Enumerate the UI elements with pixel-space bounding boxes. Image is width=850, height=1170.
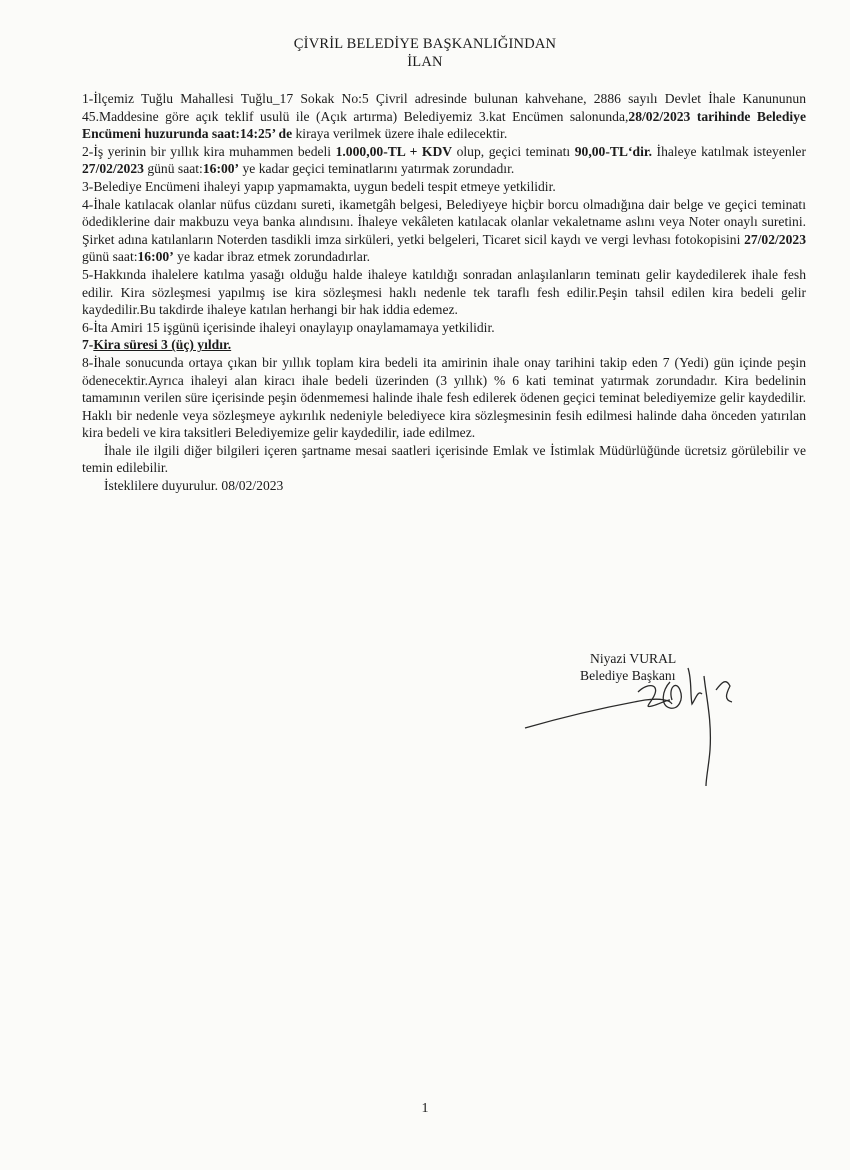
- paragraph-text: ye kadar ibraz etmek zorundadırlar.: [173, 249, 371, 265]
- paragraph-text: İhaleye katılmak isteyenler: [652, 143, 806, 159]
- paragraph-text: kiraya verilmek üzere ihale edilecektir.: [292, 126, 508, 142]
- paragraph-text: Hakkında ihalelere katılma yasağı olduğu halde ihaleye katıldığı sonradan anlaşılanların teminatı gelir kaydedilerek ihale fesh edilir. Kira sözleşmesi yapılmış ise kira sözleşmesi haklı nedenle tek taraflı fesh edilir.Peşin tahsil edilen kira bedeli gelir kaydedilir.Bu takdirde ihaleye katılan herhangi bir hak iddia edemez.: [82, 266, 806, 318]
- paragraph-10: [82, 477, 806, 495]
- paragraph-number: 2-: [82, 143, 94, 159]
- paragraph-number: 4-: [82, 196, 94, 212]
- paragraph-number: 5-: [82, 266, 94, 282]
- paragraph-text: ye kadar geçici teminatlarını yatırmak zorundadır.: [239, 161, 515, 177]
- bold-text: 27/02/2023: [744, 231, 806, 247]
- signer-title: Belediye Başkanı: [580, 668, 676, 683]
- page-number: 1: [421, 1101, 429, 1116]
- paragraph-number: 7-: [82, 337, 94, 353]
- paragraph-text: İş yerinin bir yıllık kira muhammen bedeli: [93, 143, 336, 159]
- bold-text: 90,00-TL‘dir.: [574, 143, 653, 159]
- paragraph-text: günü saat:: [143, 161, 203, 177]
- paragraph-3: [82, 178, 806, 196]
- paragraph-text: İhale ile ilgili diğer bilgileri içeren şartname mesai saatleri içerisinde Emlak ve İstimlak Müdürlüğünde ücretsiz görülebilir ve temin edilebilir.: [82, 442, 806, 476]
- handwritten-signature-icon: [520, 660, 750, 790]
- paragraph-number: 8-: [82, 354, 94, 370]
- bold-text: 16:00’: [202, 161, 240, 177]
- paragraph-2: [82, 143, 806, 178]
- paragraph-text: Belediye Encümeni ihaleyi yapıp yapmamakta, uygun bedeli tespit etmeye yetkilidir.: [93, 178, 556, 194]
- paragraph-9: [82, 442, 806, 477]
- bold-text: 28/02/2023 tarihinde Belediye Encümeni huzurunda saat:14:25’ de: [82, 108, 806, 142]
- bold-text: 1.000,00-TL + KDV: [335, 143, 453, 159]
- signer-name: Niyazi VURAL: [590, 651, 677, 666]
- paragraph-text: olup, geçici teminatı: [452, 143, 575, 159]
- bold-text: 16:00’: [137, 249, 174, 265]
- paragraph-6: [82, 319, 806, 337]
- paragraph-4: [82, 196, 806, 266]
- paragraph-1: [82, 90, 806, 143]
- paragraph-8: [82, 354, 806, 442]
- bold-text: 27/02/2023: [82, 161, 144, 177]
- paragraph-text: günü saat:: [82, 249, 138, 265]
- announcement-date: İsteklilere duyurulur. 08/02/2023: [104, 478, 284, 494]
- paragraph-number: 6-: [82, 319, 94, 335]
- document-title: ÇİVRİL BELEDİYE BAŞKANLIĞINDAN: [293, 36, 557, 52]
- paragraph-7: [82, 336, 806, 354]
- document-body: [82, 90, 806, 495]
- paragraph-text: Kira süresi 3 (üç) yıldır.: [93, 337, 232, 353]
- paragraph-text: İta Amiri 15 işgünü içerisinde ihaleyi onaylayıp onaylamamaya yetkilidir.: [93, 319, 495, 335]
- paragraph-text: İhale katılacak olanlar nüfus cüzdanı sureti, ikametgâh belgesi, Belediyeye hiçbir borcu olmadığına dair belge ve geçici teminatı ödediklerine dair makbuzu veya banka alındısını. İhaleye vekâleten katılacak olanlar vekaletname aslını veya Noter onaylı suretini. Şirket adına katılanların Noterden tasdikli imza sirküleri, yetki belgeleri, Ticaret sicil kaydı ve vergi levhası fotokopisini: [82, 196, 806, 247]
- paragraph-text: İlçemiz Tuğlu Mahallesi Tuğlu_17 Sokak No:5 Çivril adresinde bulunan kahvehane, 2886 sayılı Devlet İhale Kanununun 45.Maddesine göre açık teklif usulü ile (Açık artırma) Belediyemiz 3.kat Encümen salonunda,: [82, 91, 806, 124]
- paragraph-number: 3-: [82, 178, 94, 194]
- document-subtitle: İLAN: [407, 54, 443, 70]
- paragraph-text: İhale sonucunda ortaya çıkan bir yıllık toplam kira bedeli ita amirinin ihale onay tarihini takip eden 7 (Yedi) gün içinde peşin ödenecektir.Ayrıca ihaleyi alan kiracı ihale bedeli üzerinden (3 yıllık) % 6 kati teminat yatırmak zorundadır. Kira bedelinin tamamının verilen süre içerisinde peşin ödenmemesi halinde ihale fesh edilerek ödenen geçici teminat belediyemize gelir kaydedilir. Haklı bir nedenle veya sözleşmeye aykırılık nedeniyle belediyece kira sözleşmesinin fesih edilmesi halinde daha önceden yatırılan kira bedeli ve kira taksitleri Belediyemize gelir kaydedilir, iade edilmez.: [82, 354, 806, 441]
- paragraph-5: [82, 266, 806, 319]
- paragraph-number: 1-: [82, 91, 94, 106]
